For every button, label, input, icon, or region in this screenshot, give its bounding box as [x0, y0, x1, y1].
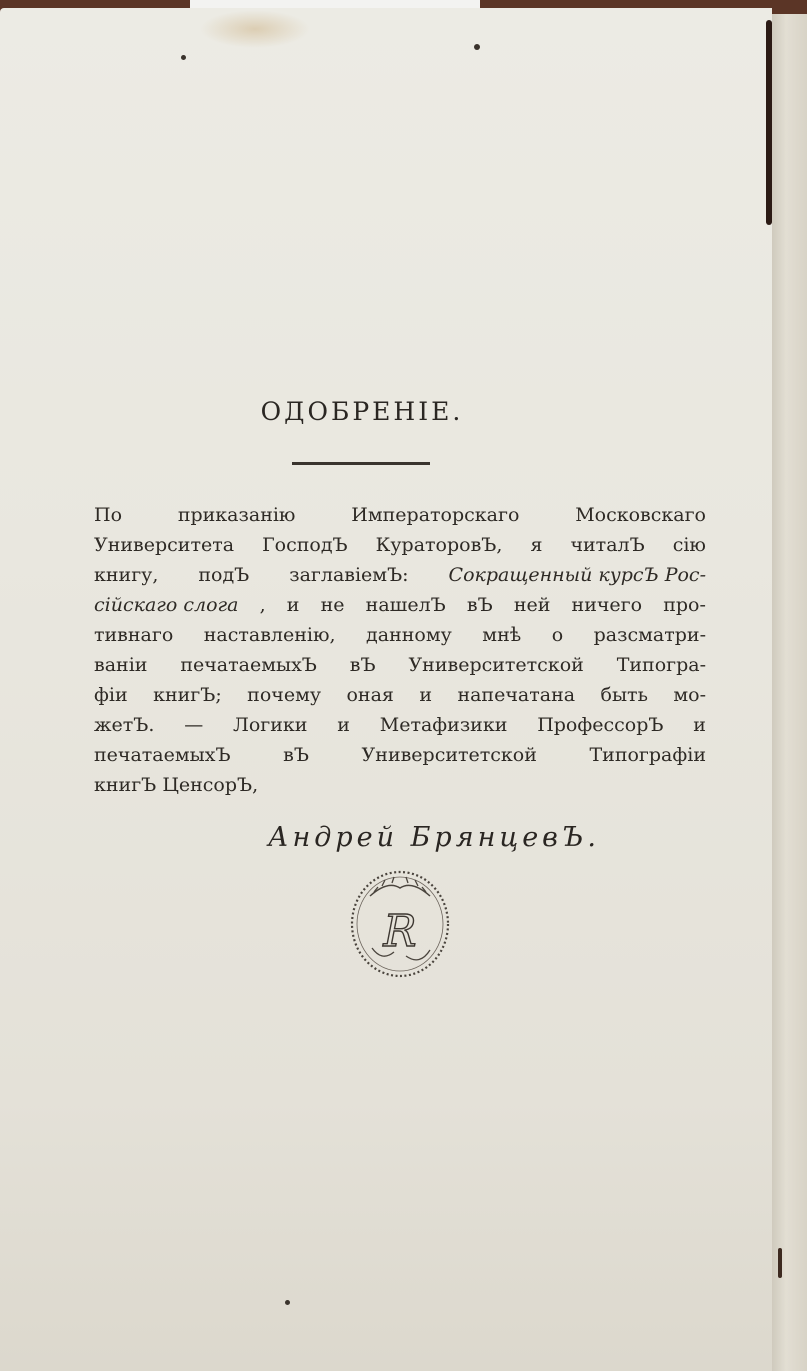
word: фіи: [94, 684, 128, 706]
word: читалЪ: [570, 534, 645, 556]
word: Императорскаго: [351, 504, 520, 526]
word: печатаемыхЪ: [94, 744, 231, 766]
page-title: ОДОБРЕНІЕ.: [260, 397, 464, 426]
word: и: [419, 684, 432, 706]
text-line-1: [94, 500, 706, 530]
word: книгу,: [94, 564, 159, 586]
word: почему: [247, 684, 322, 706]
word: жетЪ.: [94, 714, 155, 736]
word: Университетской: [361, 744, 537, 766]
word: разсматри-: [593, 624, 706, 646]
word: мо-: [673, 684, 706, 706]
edge-mark: [778, 1248, 782, 1278]
word: вЪ: [283, 744, 309, 766]
binding-crack: [766, 20, 772, 225]
text-line-8: [94, 710, 706, 740]
speck: [181, 55, 186, 60]
text-line-6: [94, 650, 706, 680]
text-line-7: [94, 680, 706, 710]
word: тивнаго: [94, 624, 174, 646]
word: Типогра-: [616, 654, 706, 676]
word: Университетской: [408, 654, 584, 676]
word: быть: [600, 684, 648, 706]
word: печатаемыхЪ: [180, 654, 317, 676]
word: КураторовЪ,: [375, 534, 503, 556]
word: напечатана: [457, 684, 576, 706]
word: и: [693, 714, 706, 736]
word: Логики: [233, 714, 308, 736]
word: книгЪ: [94, 774, 157, 796]
text-line-2: [94, 530, 706, 560]
word: ГосподЪ: [262, 534, 348, 556]
page-edge: [772, 14, 807, 1371]
word: ЦенсорЪ,: [162, 774, 259, 796]
text-line-3: [94, 560, 706, 590]
word: Типографіи: [589, 744, 706, 766]
word: —: [184, 714, 204, 736]
word: Метафизики: [379, 714, 508, 736]
stamp-monogram: R: [383, 906, 417, 957]
text-line-10: [94, 770, 706, 800]
word: и: [337, 714, 350, 736]
word: данному: [366, 624, 452, 646]
word: вЪ: [466, 594, 493, 616]
word: ПрофессорЪ: [537, 714, 664, 736]
text-line-4: [94, 590, 706, 620]
word: вЪ: [349, 654, 376, 676]
text-line-9: [94, 740, 706, 770]
word: ней: [513, 594, 551, 616]
word: Университета: [94, 534, 235, 556]
word: про-: [663, 594, 706, 616]
word: и: [286, 594, 300, 616]
word: книгЪ;: [153, 684, 222, 706]
stamp-leaves: [374, 877, 426, 892]
bleed-through: [0, 1035, 807, 1073]
word: ничего: [571, 594, 643, 616]
word: наставленію,: [203, 624, 336, 646]
word: подЪ: [198, 564, 250, 586]
paper-stain: [200, 10, 310, 48]
word: заглавіемЪ:: [289, 564, 409, 586]
word: о: [551, 624, 564, 646]
speck: [474, 44, 480, 50]
word: нашелЪ: [365, 594, 446, 616]
text-line-5: [94, 620, 706, 650]
word: ваніи: [94, 654, 148, 676]
library-stamp-icon: [348, 866, 452, 980]
word: оная: [346, 684, 394, 706]
signature: Андрей БрянцевЪ.: [268, 822, 600, 853]
word: не: [320, 594, 345, 616]
italic-title-part-1: Сокращенный курсЪ Рос-: [448, 564, 706, 586]
title-rule: [292, 462, 430, 465]
italic-title-part-2: сійскаго слога: [94, 594, 239, 616]
word: я: [530, 534, 543, 556]
approval-text: [94, 500, 706, 800]
speck: [285, 1300, 290, 1305]
word: мнѣ: [482, 624, 522, 646]
word: сію: [672, 534, 706, 556]
stamp-laurel: [370, 885, 430, 896]
word: приказанію: [177, 504, 296, 526]
word: Московскаго: [575, 504, 706, 526]
word: ,: [259, 594, 266, 616]
word: По: [94, 504, 123, 526]
